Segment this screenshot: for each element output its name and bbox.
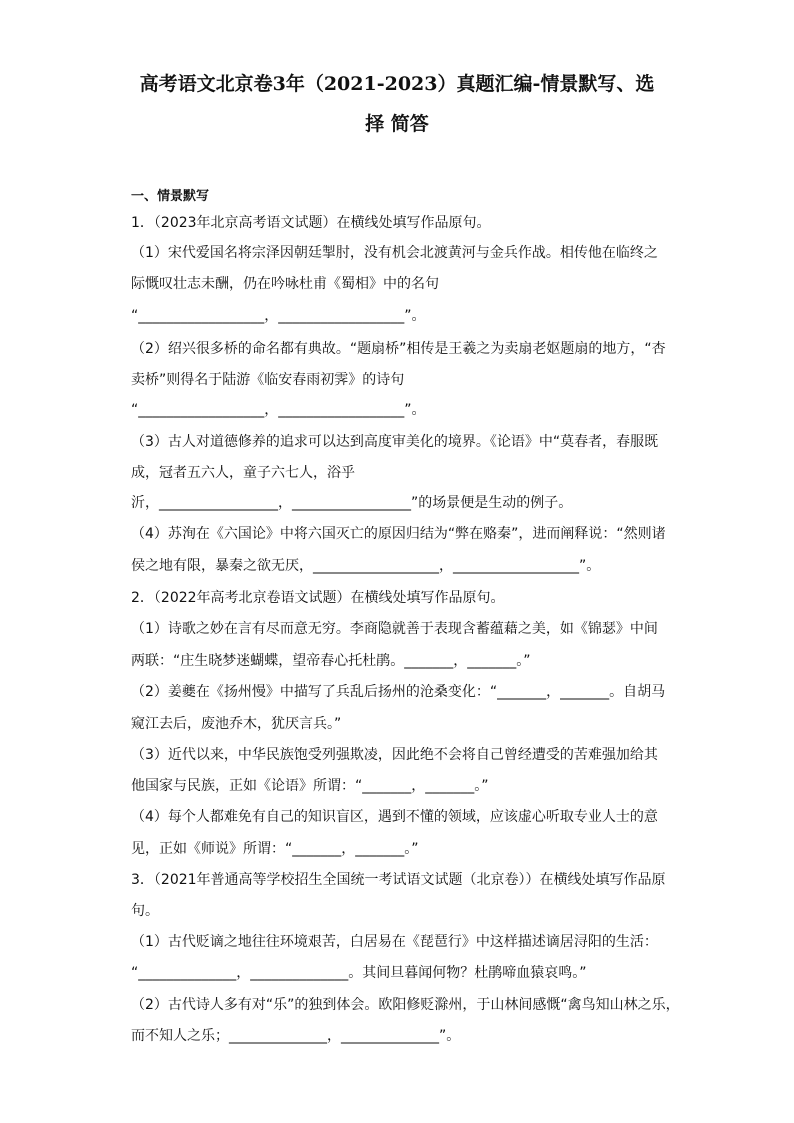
- question-text-line: （1）古代贬谪之地往往环境艰苦，白居易在《琵琶行》中这样描述谪居浔阳的生活：: [131, 934, 658, 950]
- question-2-stem: 2．（2022年高考北京卷语文试题）在横线处填写作品原句。: [131, 590, 505, 606]
- answer-blank-line: 侯之地有限，暴秦之欲无厌，__________________，__________________”。: [131, 558, 601, 574]
- question-text-line: 际慨叹壮志未酬，仍在吟咏杜甫《蜀相》中的名句: [131, 276, 439, 292]
- answer-blank-line: 两联：“庄生晓梦迷蝴蝶，望帝春心托杜鹃。_______，_______。”: [131, 653, 531, 669]
- question-text-line: （2）绍兴很多桥的命名都有典故。“题扇桥”相传是王羲之为卖扇老妪题扇的地方，“杏: [131, 341, 666, 357]
- document-title-line2: 择 简答: [365, 113, 429, 135]
- question-text-line: 成，冠者五六人，童子六七人，浴乎: [131, 465, 355, 481]
- question-text-line: （2）古代诗人多有对“乐”的独到体会。欧阳修贬滁州，于山林间感慨“禽鸟知山林之乐，: [131, 997, 680, 1013]
- question-text-line: （3）古人对道德修养的追求可以达到高度审美化的境界。《论语》中“莫春者，春服既: [131, 434, 659, 450]
- question-3-stem: 3．（2021年普通高等学校招生全国统一考试语文试题（北京卷））在横线处填写作品原: [131, 872, 666, 888]
- question-text-line: （1）诗歌之妙在言有尽而意无穷。李商隐就善于表现含蓄蕴藉之美，如《锦瑟》中间: [131, 621, 658, 637]
- question-text-line: （4）苏洵在《六国论》中将六国灭亡的原因归结为“弊在赂秦”，进而阐释说：“然则诸: [131, 526, 666, 542]
- answer-blank-line: 见，正如《师说》所谓：“_______，_______。”: [131, 841, 419, 857]
- question-1-stem: 1．（2023年北京高考语文试题）在横线处填写作品原句。: [131, 215, 491, 231]
- answer-blank-line: 而不知人之乐；______________，______________”。: [131, 1028, 461, 1044]
- question-text-line: （3）近代以来，中华民族饱受列强欺凌，因此绝不会将自己曾经遭受的苦难强加给其: [131, 747, 658, 763]
- question-text-line: 句。: [131, 903, 159, 919]
- document-title-line1: 高考语文北京卷3年（2021-2023）真题汇编-情景默写、选: [139, 73, 655, 95]
- section-heading: 一、情景默写: [131, 189, 210, 204]
- answer-blank-line: “__________________，__________________”。: [131, 308, 426, 324]
- question-text-line: （4）每个人都难免有自己的知识盲区，遇到不懂的领域，应该虚心听取专业人士的意: [131, 809, 658, 825]
- question-text-line: （1）宋代爱国名将宗泽因朝廷掣肘，没有机会北渡黄河与金兵作战。相传他在临终之: [131, 245, 658, 261]
- answer-blank-line: “______________，______________。其间旦暮闻何物？杜鹃啼血猿哀鸣。”: [131, 965, 587, 981]
- question-text-line: 窥江去后，废池乔木，犹厌言兵。”: [131, 716, 342, 732]
- question-text-line: （2）姜夔在《扬州慢》中描写了兵乱后扬州的沧桑变化：“_______，_______。自胡马: [131, 684, 666, 700]
- question-text-line: 卖桥”则得名于陆游《临安春雨初霁》的诗句: [131, 372, 405, 388]
- answer-blank-line: 他国家与民族，正如《论语》所谓：“_______，_______。”: [131, 778, 489, 794]
- answer-blank-line: 沂，_________________，_________________”的场景便是生动的例子。: [131, 495, 573, 511]
- answer-blank-line: “__________________，__________________”。: [131, 402, 426, 418]
